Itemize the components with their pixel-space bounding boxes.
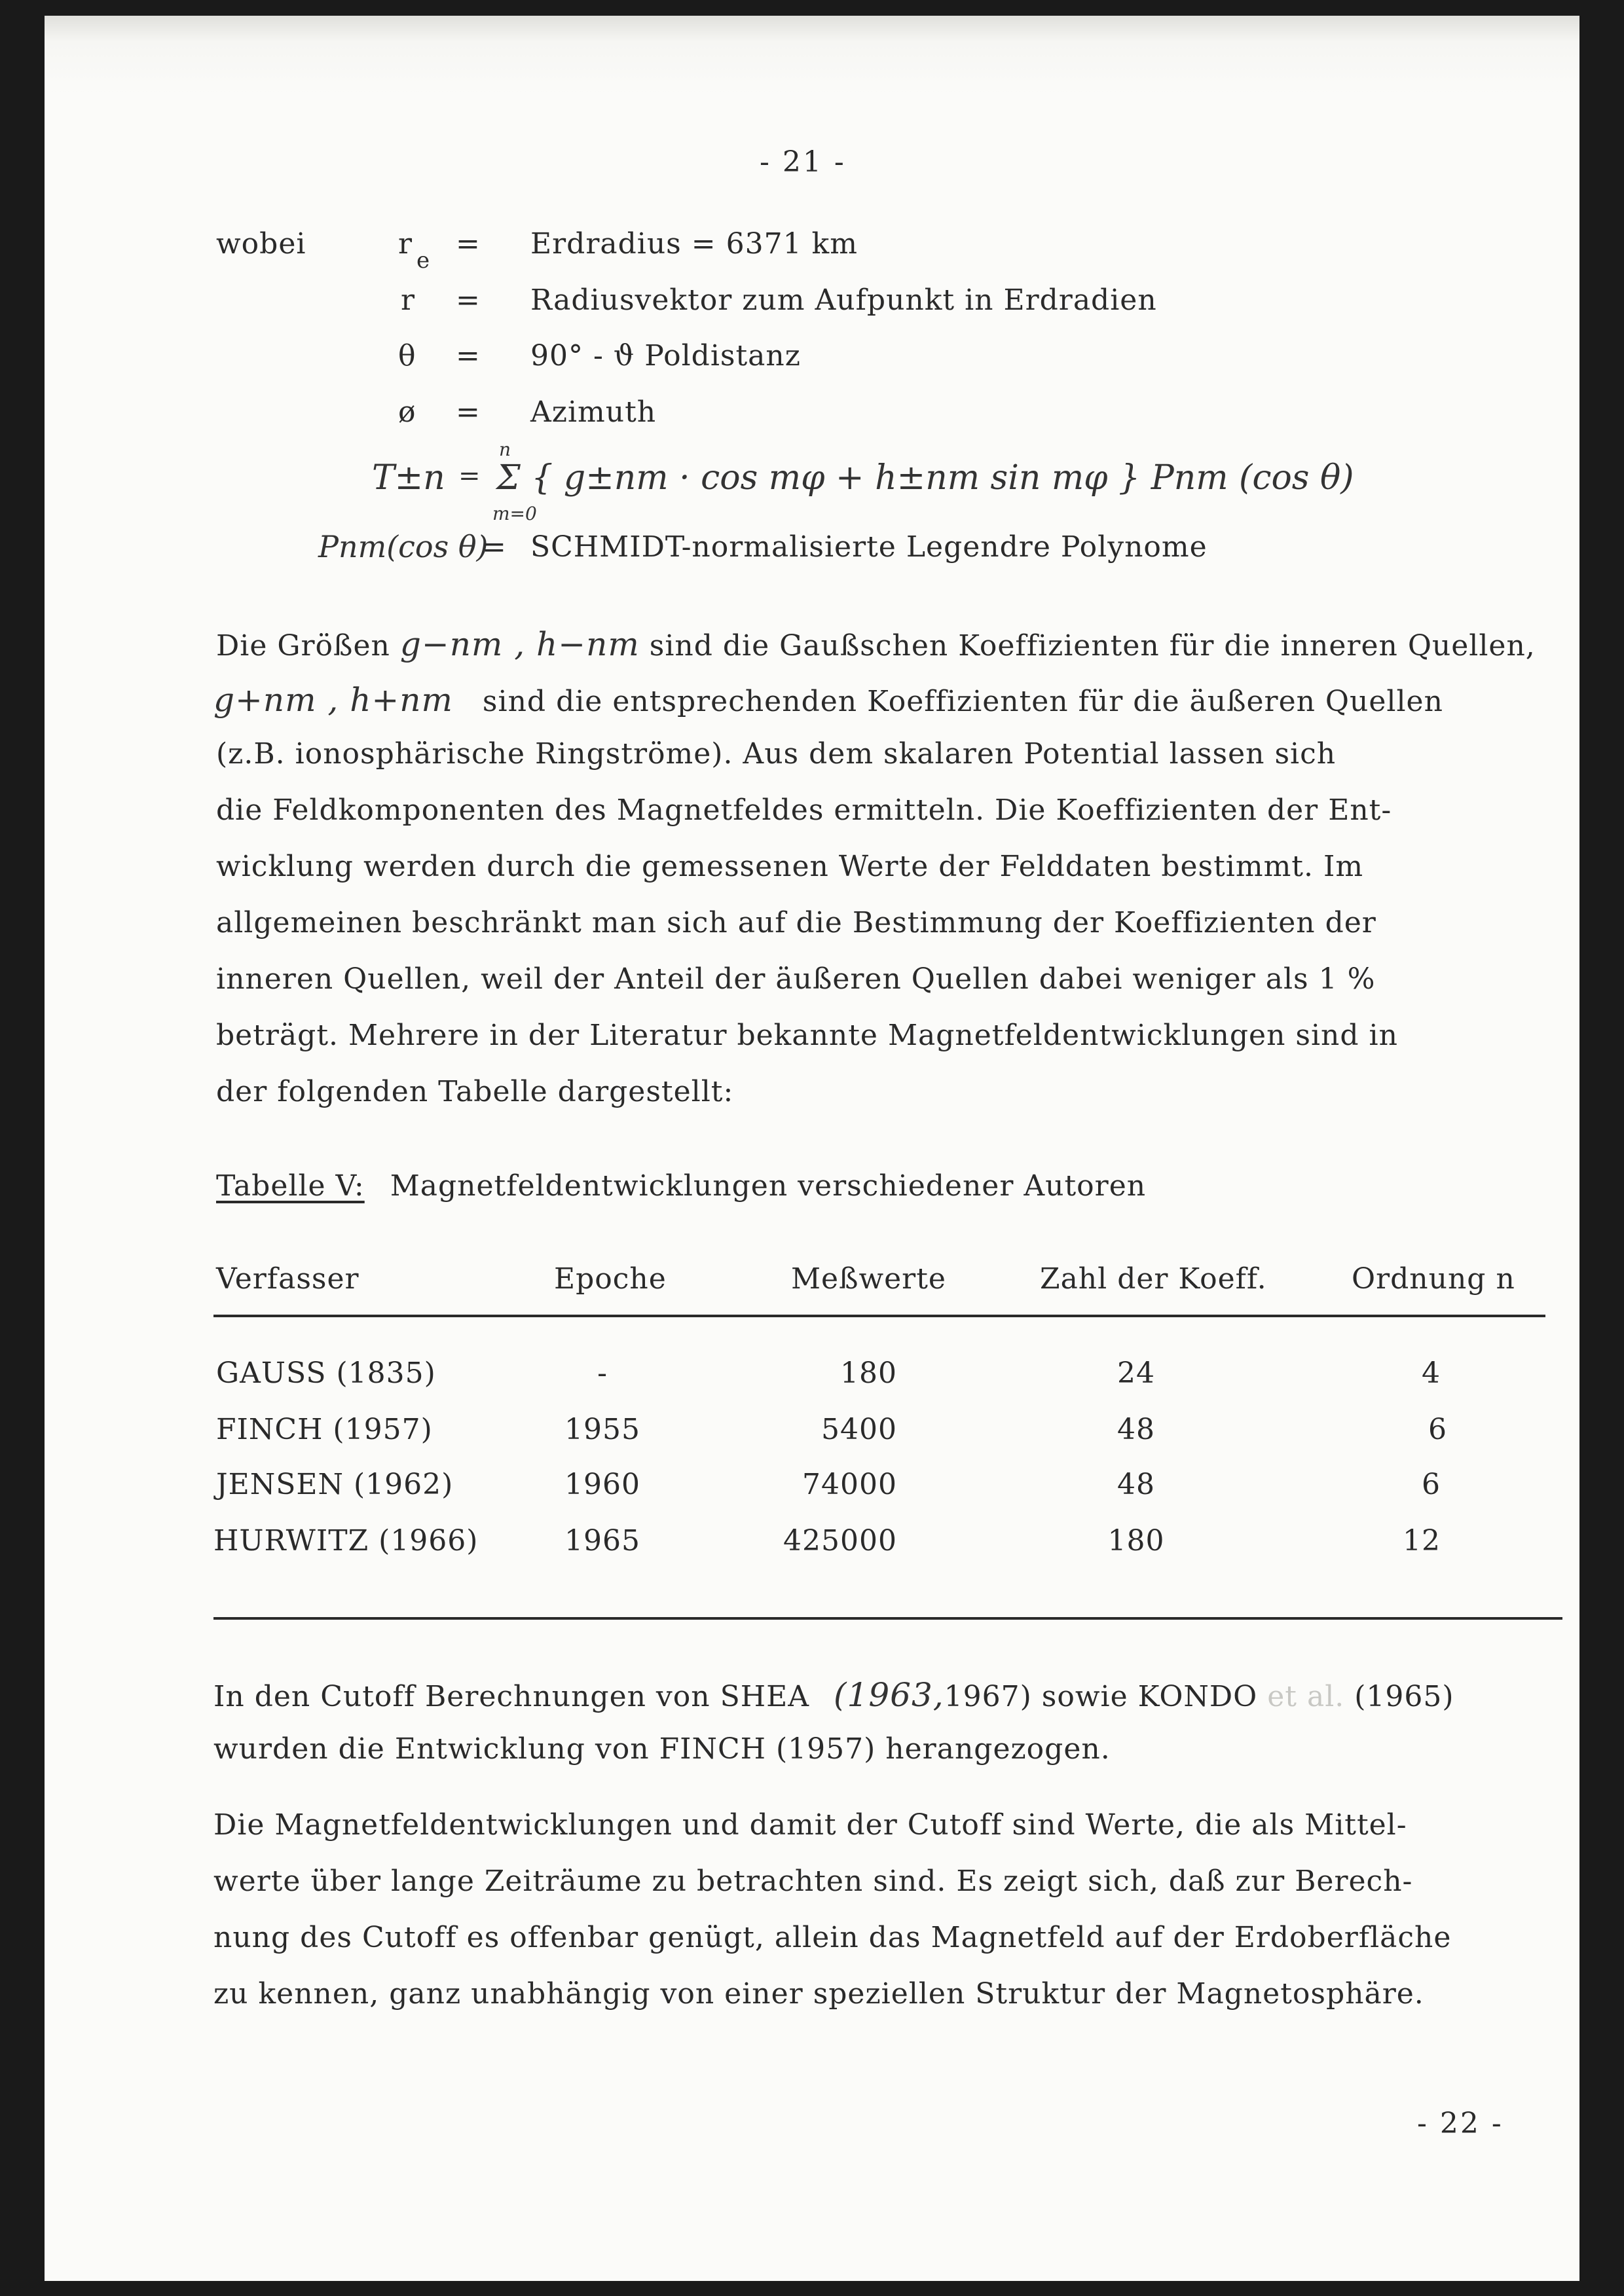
definition-symbol: ø xyxy=(398,395,416,429)
table-cell: 6 xyxy=(1428,1413,1447,1446)
faded-text: et al. xyxy=(1267,1680,1345,1713)
table-cell: 1955 xyxy=(564,1413,640,1446)
paragraph1-line: inneren Quellen, weil der Anteil der äußeren Quellen dabei weniger als 1 % xyxy=(216,962,1376,996)
page-number-top: - 21 - xyxy=(760,145,846,179)
definition-text: Erdradius = 6371 km xyxy=(530,227,858,261)
definition-equals: = xyxy=(456,227,481,261)
paragraph1-line: der folgenden Tabelle dargestellt: xyxy=(216,1075,734,1108)
table-cell: GAUSS (1835) xyxy=(216,1357,436,1390)
formula-sum-top: n xyxy=(499,439,511,460)
table-cell: - xyxy=(597,1357,608,1390)
definition-subscript: e xyxy=(416,247,431,274)
definition-equals: = xyxy=(456,339,481,373)
table-cell: 74000 xyxy=(802,1468,897,1501)
formula-sum-bottom: m=0 xyxy=(492,503,537,524)
table-caption-text: Magnetfeldentwicklungen verschiedener Autoren xyxy=(390,1169,1147,1203)
definition-symbol: r xyxy=(401,283,416,317)
definition-text: Radiusvektor zum Aufpunkt in Erdradien xyxy=(530,283,1157,317)
table-cell: HURWITZ (1966) xyxy=(213,1524,479,1558)
formula-rhs: Σ { g±nm · cos mφ + h±nm sin mφ } Pnm (cos θ) xyxy=(496,458,1354,498)
paragraph2-text: (1965) xyxy=(1354,1680,1454,1713)
paragraph1-line: die Feldkomponenten des Magnetfeldes ermitteln. Die Koeffizienten der Ent- xyxy=(216,793,1392,827)
paragraph1-line: wicklung werden durch die gemessenen Werte der Felddaten bestimmt. Im xyxy=(216,850,1364,883)
table-caption xyxy=(216,1169,1146,1203)
paragraph1-text: sind die Gaußschen Koeffizienten für die inneren Quellen, xyxy=(649,629,1536,663)
paragraph1-text: sind die entsprechenden Koeffizienten für die äußeren Quellen xyxy=(482,685,1443,718)
page-number-bottom: - 22 - xyxy=(1417,2107,1504,2140)
table-cell: 180 xyxy=(1107,1524,1165,1558)
table-cell: 1965 xyxy=(564,1524,640,1558)
table-header: Epoche xyxy=(554,1262,667,1296)
paragraph2-text: In den Cutoff Berechnungen von SHEA xyxy=(213,1680,810,1713)
table-header: Ordnung n xyxy=(1352,1262,1515,1296)
table-bottom-rule xyxy=(213,1617,1562,1620)
handwritten-note: (1963, xyxy=(834,1676,944,1714)
table-caption-label: Tabelle V: xyxy=(216,1169,365,1203)
table-cell: 425000 xyxy=(783,1524,897,1558)
formula-equals: = xyxy=(458,461,481,491)
table-cell: 12 xyxy=(1403,1524,1441,1558)
paragraph1-line xyxy=(213,681,1443,719)
table-cell: 48 xyxy=(1117,1468,1155,1501)
table-header: Zahl der Koeff. xyxy=(1040,1262,1267,1296)
paragraph1-symbol: g+nm , h+nm xyxy=(213,681,453,719)
paragraph3-line: werte über lange Zeiträume zu betrachten sind. Es zeigt sich, daß zur Berech- xyxy=(213,1865,1413,1898)
definitions-lead: wobei xyxy=(216,227,306,261)
definition-text: 90° - ϑ Poldistanz xyxy=(530,339,801,373)
paragraph1-line xyxy=(216,625,1536,663)
table-cell: FINCH (1957) xyxy=(216,1413,433,1446)
table-header-rule xyxy=(213,1315,1545,1317)
definition-symbol: θ xyxy=(398,339,416,373)
definition-symbol: r xyxy=(398,227,413,261)
definition-equals: = xyxy=(456,395,481,429)
table-cell: 48 xyxy=(1117,1413,1155,1446)
definition-equals: = xyxy=(456,283,481,317)
table-cell: JENSEN (1962) xyxy=(216,1468,454,1501)
table-cell: 6 xyxy=(1422,1468,1441,1501)
definition-text: Azimuth xyxy=(530,395,657,429)
table-cell: 4 xyxy=(1422,1357,1441,1390)
paragraph3-line: zu kennen, ganz unabhängig von einer speziellen Struktur der Magnetosphäre. xyxy=(213,1977,1424,2011)
legendre-lhs: Pnm(cos θ) xyxy=(318,529,489,564)
formula-lhs: T±n xyxy=(372,458,445,498)
paragraph2-line: wurden die Entwicklung von FINCH (1957) herangezogen. xyxy=(213,1732,1111,1766)
paragraph1-line: allgemeinen beschränkt man sich auf die Bestimmung der Koeffizienten der xyxy=(216,906,1376,939)
paragraph1-text: Die Größen xyxy=(216,629,390,663)
paragraph3-line: Die Magnetfeldentwicklungen und damit der Cutoff sind Werte, die als Mittel- xyxy=(213,1808,1407,1842)
scan-edge xyxy=(45,16,1579,94)
table-cell: 180 xyxy=(840,1357,897,1390)
paragraph2-text: 1967) sowie KONDO xyxy=(944,1680,1258,1713)
paragraph1-line: beträgt. Mehrere in der Literatur bekannte Magnetfeldentwicklungen sind in xyxy=(216,1019,1398,1052)
table-cell: 5400 xyxy=(821,1413,897,1446)
table-cell: 1960 xyxy=(564,1468,640,1501)
legendre-equals: = xyxy=(482,530,507,564)
paragraph1-symbol: g−nm , h−nm xyxy=(399,625,640,663)
table-header: Meßwerte xyxy=(791,1262,946,1296)
paragraph1-line: (z.B. ionosphärische Ringströme). Aus dem skalaren Potential lassen sich xyxy=(216,737,1337,771)
paragraph3-line: nung des Cutoff es offenbar genügt, allein das Magnetfeld auf der Erdoberfläche xyxy=(213,1921,1452,1954)
paragraph2-line xyxy=(213,1676,1454,1714)
table-cell: 24 xyxy=(1117,1357,1155,1390)
legendre-text: SCHMIDT-normalisierte Legendre Polynome xyxy=(530,530,1208,564)
table-header: Verfasser xyxy=(216,1262,360,1296)
